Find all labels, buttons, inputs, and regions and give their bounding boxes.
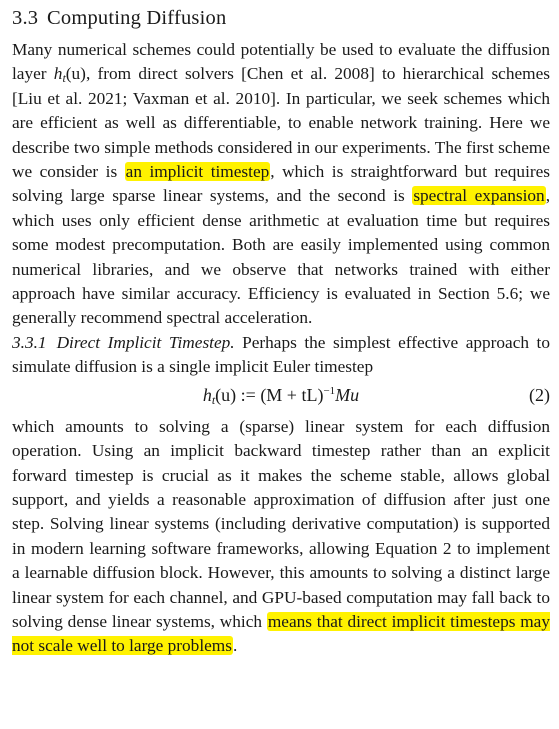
math-argument: (u): [65, 64, 86, 84]
eq-subscript-t: t: [211, 392, 216, 407]
eq-rhs: Mu: [335, 384, 360, 405]
math-h: h: [53, 64, 63, 84]
paper-page: [12, 4, 550, 659]
subsection-title: Direct Implicit Timestep.: [56, 332, 235, 352]
section-heading: [12, 4, 550, 32]
highlight-implicit-timestep: an implicit timestep: [125, 162, 270, 182]
paragraph-explanation: [12, 415, 550, 659]
subsection-lead-text: Perhaps the simplest effective approach to simulate diffusion is a single implicit Euler timestep: [12, 332, 550, 377]
highlight-scale-warning: means that direct implicit timesteps may not scale well to large problems: [12, 611, 550, 656]
equation-body: [12, 385, 550, 406]
highlight-spectral-expansion: spectral expansion: [413, 186, 545, 206]
para1-text-3: , which is straightforward but requires solving large sparse linear systems, and the second is: [12, 162, 551, 206]
para2-text-1: which amounts to solving a (sparse) linear system for each diffusion operation. Using an implicit backward timestep rather than an explicit forward timestep is crucial as it makes the scheme stable, allows global support, and yields a reasonable approximation of diffusion after just one step. Solving linear systems (including derivative computation) is supported in modern learning software frameworks, allowing Equation 2 to implement a learnable diffusion block. However, this amounts to solving a distinct large linear system for each channel, and GPU-based computation may fall back to solving dense linear systems, which: [12, 416, 550, 631]
paragraph-intro: [12, 38, 550, 331]
para1-text-2: , from direct solvers [Chen et al. 2008] to hierarchical schemes [Liu et al. 2021; Vaxman et al. 2010]. In particular, we seek schemes which are efficient as well as differentiable, to enable network training. Here we describe two simple methods considered in our experiments. The first scheme we consider is: [12, 64, 550, 182]
para2-text-2: .: [232, 636, 238, 656]
section-title: Computing Diffusion: [47, 7, 227, 29]
equation-number: (2): [529, 384, 550, 405]
eq-exponent: −1: [323, 384, 336, 397]
para1-text-1: Many numerical schemes could potentially be used to evaluate the diffusion layer: [12, 40, 550, 84]
eq-h: h: [202, 384, 212, 405]
subsection-heading: [12, 333, 235, 352]
section-number: 3.3: [12, 7, 39, 29]
eq-middle: (u) := (M + tL): [215, 384, 324, 405]
equation-2: [12, 381, 550, 415]
para1-text-4: , which uses only efficient dense arithmetic at evaluation time but requires some modest precomputation. Both are easily implemented using common numerical libraries, and we observe that networks trained with either approach have similar accuracy. Efficiency is evaluated in Section 5.6; we generally recommend spectral acceleration.: [12, 186, 551, 328]
subsection-paragraph: [12, 331, 550, 380]
math-subscript-t: t: [62, 71, 66, 86]
subsection-number: 3.3.1: [12, 332, 47, 352]
